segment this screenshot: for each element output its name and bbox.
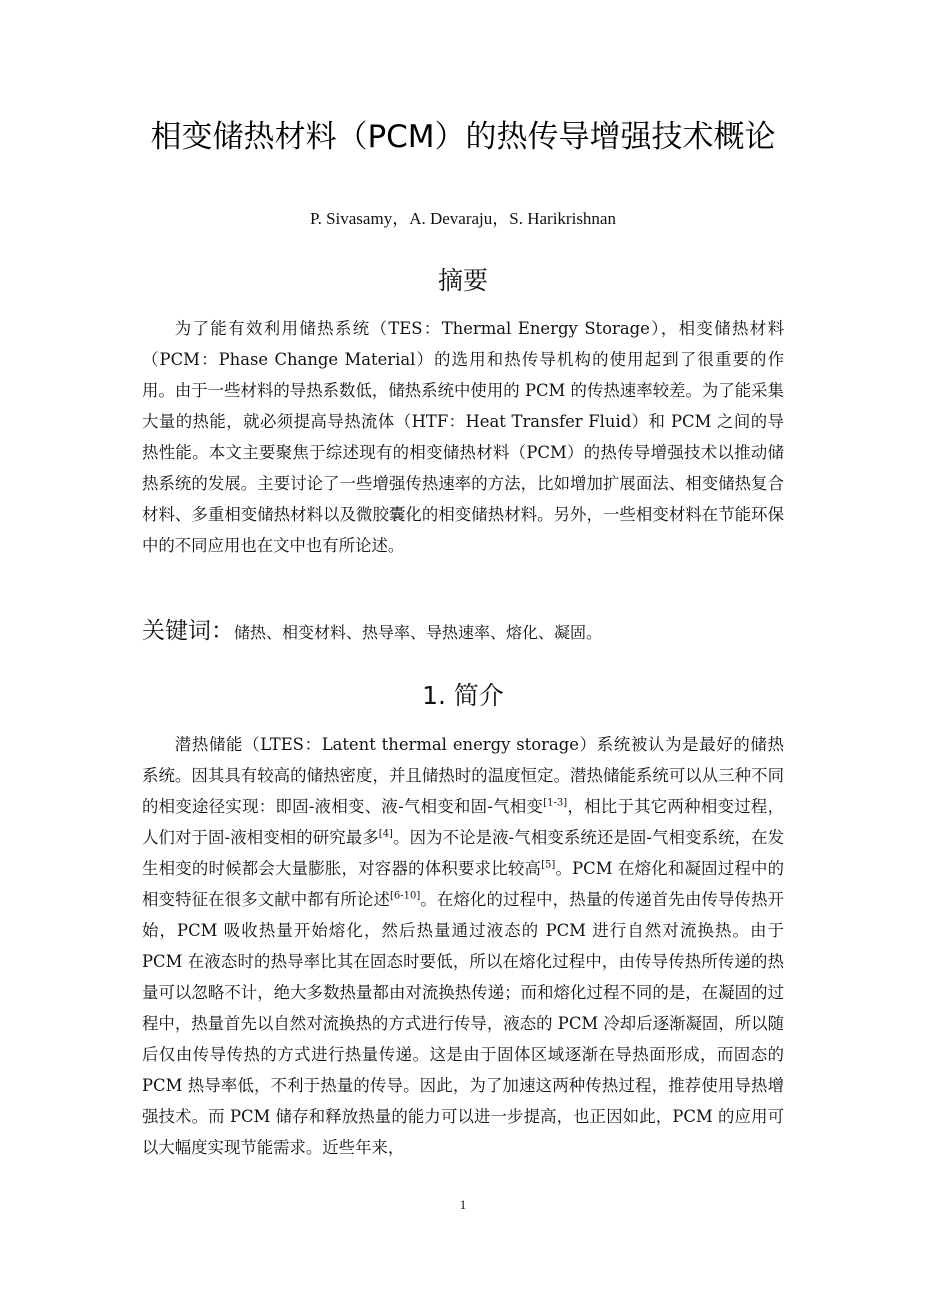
page-number: 1	[459, 1197, 467, 1212]
abstract-text: 为了能有效利用储热系统（TES：Thermal Energy Storage），相变储热材料（PCM：Phase Change Material）的选用和热传导机构的使用起到了很重要的作用。由于一些材料的导热系数低，储热系统中使用的 PCM 的传热速率较差。为了能采集大量的热能，就必须提高导热流体（HTF：Heat Transfer Fluid）和 PCM 之间的导热性能。本文主要聚焦于综述现有的相变储热材料（PCM）的热传导增强技术以推动储热系统的发展。主要讨论了一些增强传热速率的方法，比如增加扩展面法、相变储热复合材料、多重相变储热材料以及微胶囊化的相变储热材料。另外，一些相变材料在节能环保中的不同应用也在文中也有所论述。	[142, 319, 784, 555]
intro-text-1: 潜热储能（LTES：Latent thermal energy storage）系统被认为是最好的储热系统。因其具有较高的储热密度，并且储热时的温度恒定。潜热储能系统可以从三种不同的相变途径实现：即固-液相变、液-气相变和固-气相变	[142, 735, 784, 816]
intro-heading: 1. 简介	[422, 681, 504, 710]
keywords-label: 关键词：	[142, 618, 234, 644]
intro-text-4: 。PCM 在熔化和凝固过程中的相变特征在很多文献中都有所论述	[142, 859, 785, 909]
intro-text-3: 。因为不论是液-气相变系统还是固-气相变系统，在发生相变的时候都会大量膨胀，对容器的体积要求比较高	[142, 828, 784, 878]
citation-ref: [1-3]	[543, 797, 568, 809]
keywords-line	[142, 614, 784, 650]
intro-paragraph	[142, 729, 784, 1163]
abstract-heading: 摘要	[437, 266, 488, 295]
intro-text-5: 。在熔化的过程中，热量的传递首先由传导传热开始，PCM 吸收热量开始熔化，然后热量通过液态的 PCM 进行自然对流换热。由于 PCM 在液态时的热导率比其在固态时要低，所以在熔化过程中，由传导传热所传递的热量可以忽略不计，绝大多数热量都由对流换热传递；而和熔化过程不同的是，在凝固的过程中，热量首先以自然对流换热的方式进行传导，液态的 PCM 冷却后逐渐凝固，所以随后仅由传导传热的方式进行热量传递。这是由于固体区域逐渐在导热面形成，而固态的 PCM 热导率低，不利于热量的传导。因此，为了加速这两种传热过程，推荐使用导热增强技术。而 PCM 储存和释放热量的能力可以进一步提高，也正因如此，PCM 的应用可以大幅度实现节能需求。近些年来，	[142, 890, 785, 1157]
author-list: P. Sivasamy，A. Devaraju，S. Harikrishnan	[310, 209, 616, 228]
keywords-text: 储热、相变材料、热导率、导热速率、熔化、凝固。	[234, 623, 603, 642]
citation-ref: [5]	[541, 859, 556, 871]
citation-ref: [6-10]	[390, 890, 421, 902]
intro-text-2: ，相比于其它两种相变过程，人们对于固-液相变相的研究最多	[142, 797, 784, 847]
citation-ref: [4]	[378, 828, 393, 840]
paper-title: 相变储热材料（PCM）的热传导增强技术概论	[150, 119, 776, 155]
